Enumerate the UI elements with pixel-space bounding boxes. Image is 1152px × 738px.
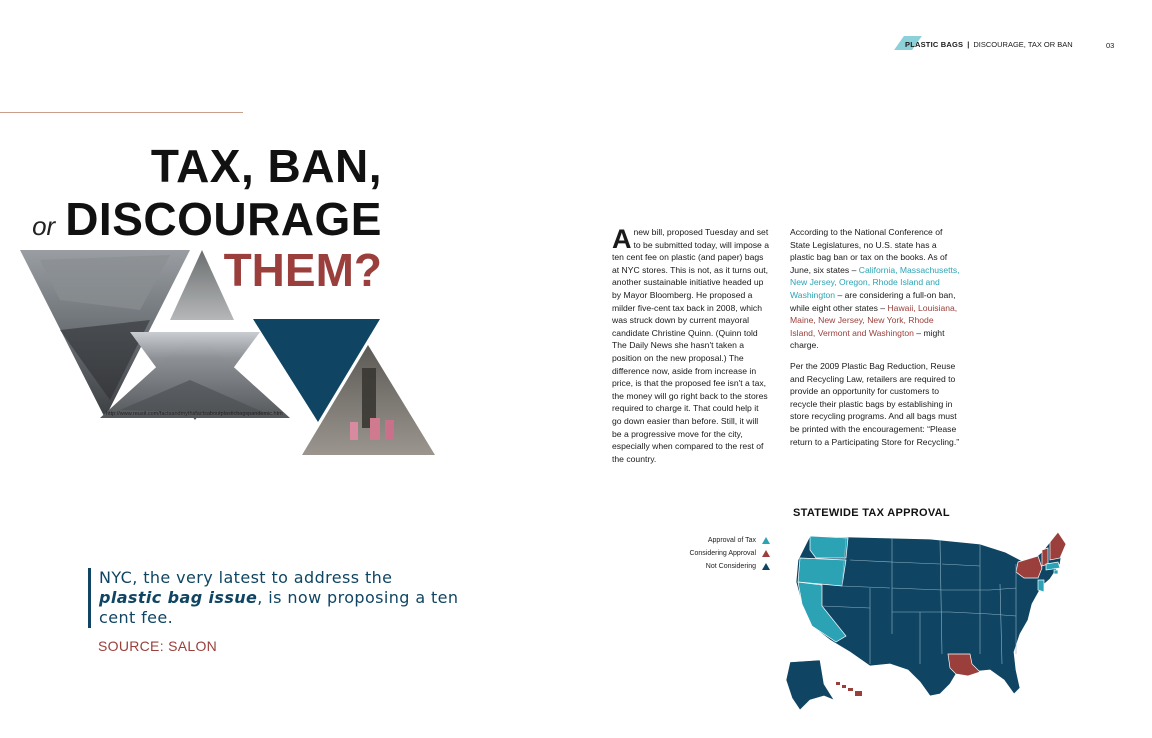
triangle-icon	[762, 563, 770, 570]
pull-quote-emphasis: plastic bag issue	[99, 588, 258, 607]
state-washington	[810, 536, 848, 558]
state-new-york	[1016, 556, 1042, 578]
page-number: 03	[1106, 41, 1115, 50]
pull-quote: NYC, the very latest to address the plastic bag issue, is now proposing a ten cent fee.	[88, 568, 459, 628]
us-map	[780, 524, 1080, 719]
triangle-photo-collage	[20, 250, 440, 460]
header-section: PLASTIC BAGS	[905, 40, 964, 49]
state-oregon	[798, 558, 846, 586]
ban-states: California, Massachusetts, New Jersey, Oregon, Rhode Island and Washington	[790, 264, 960, 300]
triangle-icon	[762, 550, 770, 557]
map-title: STATEWIDE TAX APPROVAL	[793, 507, 950, 519]
legend-item: Not Considering	[620, 560, 770, 573]
top-divider	[0, 112, 243, 113]
title-line-1: TAX, BAN,	[150, 140, 382, 192]
tax-states: Hawaii, Louisiana, Maine, New Jersey, New York, Rhode Island, Vermont and Washington	[790, 302, 958, 338]
article-col1-text: new bill, proposed Tuesday and set to be submitted today, will impose a ten cent fee on plastic (and paper) bags at NYC stores. This is not, as it turns out, another sustainable initiative headed up by Mayor Bloomberg. He proposed a milder five-cent tax back in 2008, which was struck down by current mayoral candidate Christine Quinn. (Quinn told The Daily News she hasn't taken a position on the new proposal.) The difference now, aside from increase in price, is that the proposed fee isn't a tax, the money will go right back to the stores required to charge it. That could help it go down easier than before. Still, it will be a progressive move for the city, especially when compared to the rest of the country.	[612, 227, 769, 464]
article-col2-paragraph-1: According to the National Conference of State Legislatures, no U.S. state has a plastic bag ban or tax on the books. As of June, six states – California, Massachusetts, New Jersey, Oregon, Rhode Island and Washington – are considering a full-on ban, while eight other states – Hawaii, Louisiana, Maine, New Jersey, New York, Rhode Island, Vermont and Washington – might charge.	[790, 227, 960, 351]
map-legend	[620, 534, 770, 573]
title-or: or	[32, 211, 56, 241]
header-separator: |	[967, 40, 970, 49]
triangle-icon	[762, 537, 770, 544]
article-col2-paragraph-2: Per the 2009 Plastic Bag Reduction, Reuse and Recycling Law, retailers are required to provide an opportunity for customers to recycle their plastic bags by establishing in store recycling programs. And all bags must be printed with the encouragement: “Please return to a Participating Store for Recycling.”	[790, 360, 960, 447]
legend-item: Considering Approval	[620, 547, 770, 560]
state-rhode-island	[1054, 570, 1058, 574]
state-new-jersey	[1038, 580, 1044, 592]
article-column-2	[790, 226, 960, 456]
title-line-3: THEM?	[223, 244, 382, 296]
drop-cap: A	[612, 224, 632, 254]
header-subtitle: DISCOURAGE, TAX OR BAN	[973, 40, 1073, 49]
state-alaska	[786, 660, 834, 710]
running-header	[905, 40, 1073, 49]
source-credit: SOURCE: SALON	[98, 638, 218, 654]
state-maine	[1050, 532, 1066, 560]
image-credit: http://www.reusit.com/factsandmythsfactsaboutplasticbagspandemic.htm	[106, 411, 283, 417]
state-hawaii	[836, 682, 862, 696]
legend-item: Approval of Tax	[620, 534, 770, 547]
article-column-1	[612, 226, 770, 473]
state-vermont	[1042, 548, 1048, 566]
title-discourage: DISCOURAGE	[65, 193, 382, 245]
title-line-2	[32, 193, 382, 245]
